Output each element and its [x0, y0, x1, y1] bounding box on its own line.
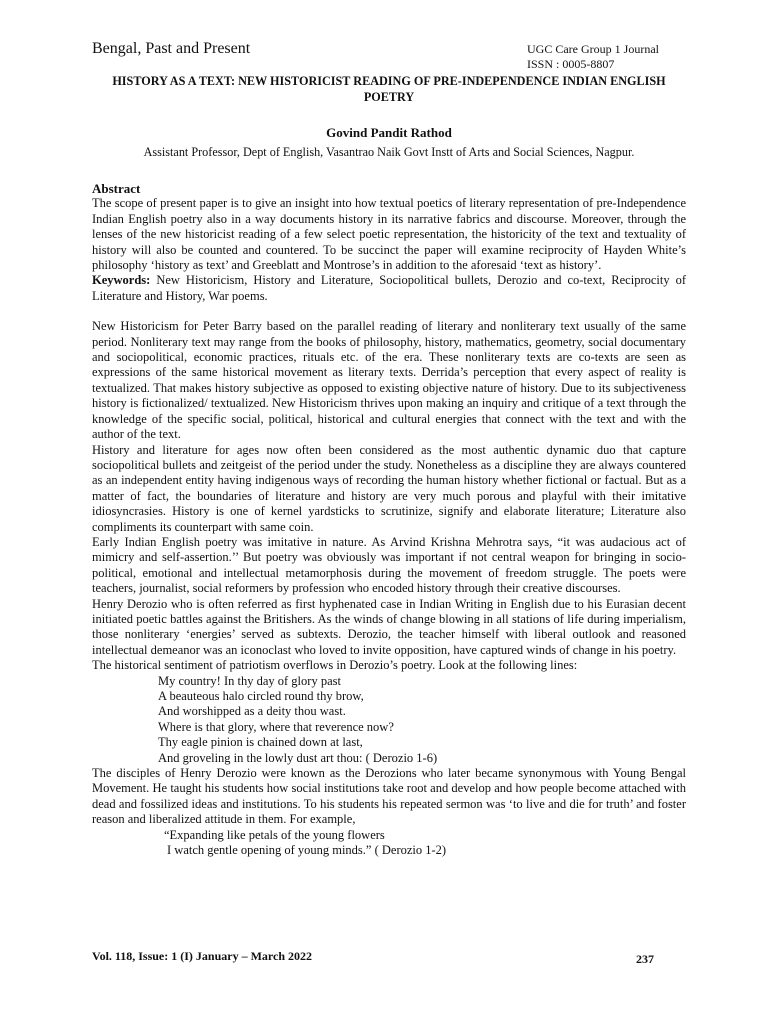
article-content [92, 181, 686, 858]
keywords-label: Keywords: [92, 273, 151, 288]
poem-line: Where is that glory, where that reverence now? [158, 719, 394, 734]
journal-issn: ISSN : 0005-8807 [527, 57, 615, 71]
abstract-heading: Abstract [92, 181, 141, 196]
poem-line: And worshipped as a deity thou wast. [158, 704, 346, 719]
poem-excerpt-1 [158, 674, 686, 766]
journal-group: UGC Care Group 1 Journal [527, 42, 659, 56]
poem-line: A beauteous halo circled round thy brow, [158, 689, 364, 703]
poem-line: My country! In thy day of glory past [158, 673, 341, 688]
keywords [92, 273, 686, 304]
poem-line: I watch gentle opening of young minds.” ( Derozio 1-2) [167, 843, 447, 858]
footer-volume: Vol. 118, Issue: 1 (I) January – March 2022 [92, 949, 313, 963]
abstract-text: The scope of present paper is to give an insight into how textual poetics of literary representation of pre-Independence Indian English poetry also in a way documents history in its narrative fabrics and discourse. Moreover, through the lenses of the new historicist reading of a few select poetic representation, the historicity of the text and textuality of history will also be counted and countered. To be succinct the paper will examine reciprocity of Hayden White’s philosophy ‘history as text’ and Greeblatt and Montrose’s in addition to the aforesaid ‘text as history’. [92, 196, 686, 273]
body-paragraph: The disciples of Henry Derozio were known as the Derozions who later became synonymous with Young Bengal Movement. He taught his students how social institutions take root and develop and how people become attached with dead and fossilized ideas and institutions. To his students his repeated sermon was ‘to live and die for truth’ and foster reason and liberalized attitude in them. For example, [92, 766, 686, 827]
poem-line: And groveling in the lowly dust art thou: ( Derozio 1-6) [158, 750, 438, 765]
page-number: 237 [636, 952, 654, 966]
article-title: HISTORY AS A TEXT: NEW HISTORICIST READING OF PRE-INDEPENDENCE INDIAN ENGLISH POETRY [112, 74, 666, 104]
poem-line: Thy eagle pinion is chained down at last, [158, 735, 363, 750]
poem-excerpt-2 [164, 828, 686, 859]
journal-name: Bengal, Past and Present [92, 40, 251, 57]
body-paragraph: New Historicism for Peter Barry based on the parallel reading of literary and nonliterary text usually of the same period. Nonliterary text may range from the books of philosophy, history, mathematics, geometry, social documentary and sociopolitical, economic practices, rituals etc. of the era. These nonliterary texts are co-texts are seen as expressions of the same historical movement as literary texts. Derrida’s perception that every aspect of reality is textualized. That makes history subjective as opposed to existing objective nature of history. Due to its subjectiveness history is fictionalized/ textualized. New Historicism thrives upon making an inquiry and critique of a text through the knowledge of the specific social, political, historical and cultural energies that connect with the text and with the author of the text. [92, 319, 686, 442]
author-affiliation: Assistant Professor, Dept of English, Vasantrao Naik Govt Instt of Arts and Social Sciences, Nagpur. [143, 145, 635, 159]
body-paragraph: History and literature for ages now often been considered as the most authentic dynamic duo that capture sociopolitical bullets and zeitgeist of the period under the study. Nonetheless as a discipline they are always countered as an independent entity having indigenous ways of recording the human history whether fictional or factual. But as a matter of fact, the boundaries of literature and history are very much porous and playful with their imitative idiosyncrasies. History is one of kernel yardsticks to scrutinize, signify and elaborate literature; Literature also compliments its counterpart with same coin. [92, 442, 686, 534]
body-paragraph: The historical sentiment of patriotism overflows in Derozio’s poetry. Look at the following lines: [92, 658, 578, 673]
article-author: Govind Pandit Rathod [326, 125, 452, 140]
body-paragraph: Henry Derozio who is often referred as first hyphenated case in Indian Writing in English due to his Eurasian decent initiated poetic battles against the Britishers. As the winds of change blowing in all stations of life during imperialism, those nonliterary ‘energies’ served as subtexts. Derozio, the teacher himself with liberal outlook and reasoned intellectual demeanor was an iconoclast who loved to invite opposition, have captured winds of change in his poetry. [92, 596, 686, 657]
body-paragraph: Early Indian English poetry was imitative in nature. As Arvind Krishna Mehrotra says, “it was audacious act of mimicry and self-assertion.’’ But poetry was obviously was important if not central weapon for bringing in socio-political, emotional and intellectual metamorphosis during the movement of freedom struggle. The poets were teachers, journalist, social reformers by profession who encoded history through their creative discourses. [92, 534, 686, 596]
poem-line: “Expanding like petals of the young flowers [164, 827, 385, 842]
keywords-text: New Historicism, History and Literature, Sociopolitical bullets, Derozio and co-text, Reciprocity of Literature and History, War poems. [92, 273, 686, 303]
